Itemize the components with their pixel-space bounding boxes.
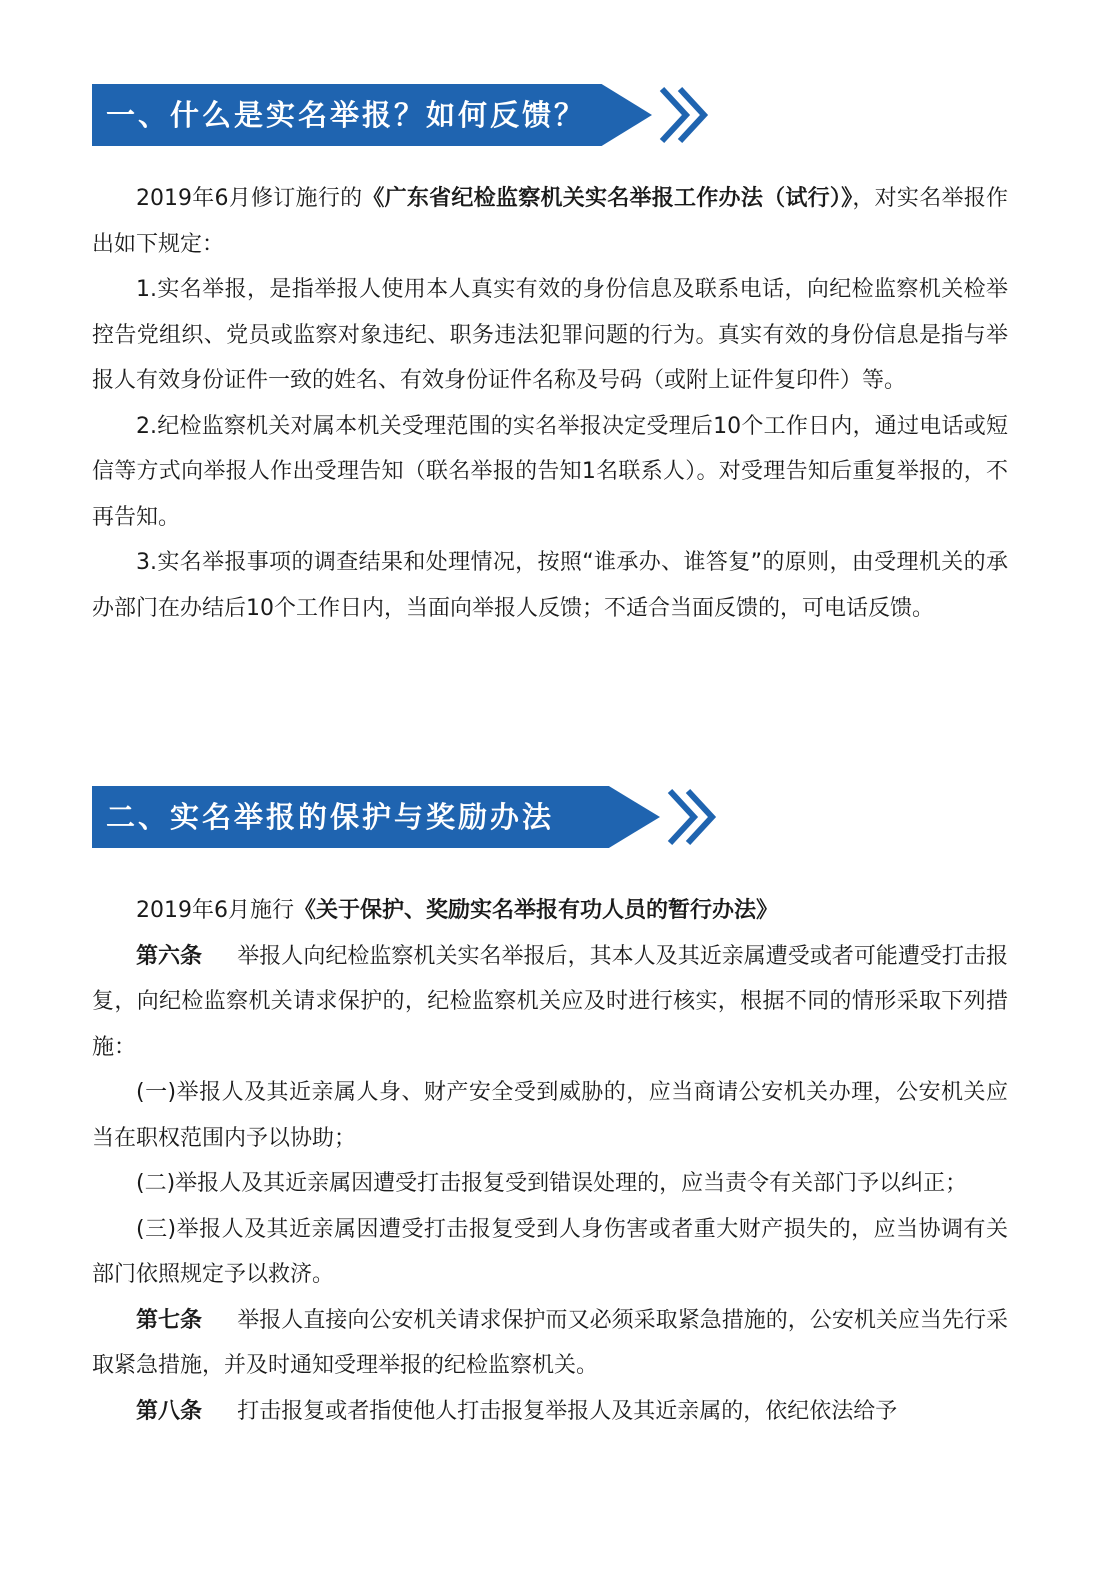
article-8 xyxy=(92,1389,1008,1435)
section1-intro xyxy=(92,176,1008,267)
regulation-title: 《关于保护、奖励实名举报有功人员的暂行办法》 xyxy=(294,898,779,923)
double-chevron-right-icon xyxy=(640,84,730,146)
article-label: 第八条 xyxy=(136,1398,203,1424)
article-7 xyxy=(92,1298,1008,1389)
article-text: 打击报复或者指使他人打击报复举报人及其近亲属的，依纪依法给予 xyxy=(237,1398,898,1424)
intro-prefix: 2019年6月施行 xyxy=(136,898,294,923)
measure-item: (二)举报人及其近亲属因遭受打击报复受到错误处理的，应当责令有关部门予以纠正； xyxy=(136,1171,968,1196)
measure-item: (一)举报人及其近亲属人身、财产安全受到威胁的，应当商请公安机关办理，公安机关应当在职权范围内予以协助； xyxy=(92,1080,1008,1151)
section1-title: 一、什么是实名举报？如何反馈？ xyxy=(106,98,587,132)
rule-item: 2.纪检监察机关对属本机关受理范围的实名举报决定受理后10个工作日内，通过电话或短信等方式向举报人作出受理告知（联名举报的告知1名联系人）。对受理告知后重复举报的，不再告知。 xyxy=(92,413,1008,530)
article-label: 第七条 xyxy=(136,1307,203,1333)
article-label: 第六条 xyxy=(136,943,203,969)
article-text: 举报人向纪检监察机关实名举报后，其本人及其近亲属遭受或者可能遭受打击报复，向纪检监察机关请求保护的，纪检监察机关应及时进行核实，根据不同的情形采取下列措施： xyxy=(92,943,1008,1060)
regulation-title: 《广东省纪检监察机关实名举报工作办法（试行）》 xyxy=(362,186,853,211)
intro-suffix: ，对实名举报作出如下规定： xyxy=(92,186,1008,257)
intro-prefix: 2019年6月修订施行的 xyxy=(136,186,363,211)
section2-title: 二、实名举报的保护与奖励办法 xyxy=(106,800,555,834)
article-text: 举报人直接向公安机关请求保护而又必须采取紧急措施的，公安机关应当先行采取紧急措施，并及时通知受理举报的纪检监察机关。 xyxy=(92,1307,1008,1378)
article-6 xyxy=(92,934,1008,1071)
section1-body xyxy=(92,176,1008,631)
section2-intro xyxy=(92,888,1008,934)
rule-item: 3.实名举报事项的调查结果和处理情况，按照“谁承办、谁答复”的原则，由受理机关的承办部门在办结后10个工作日内，当面向举报人反馈；不适合当面反馈的，可电话反馈。 xyxy=(92,550,1008,621)
double-chevron-right-icon xyxy=(648,786,738,848)
section2-body xyxy=(92,888,1008,1434)
rule-item: 1.实名举报，是指举报人使用本人真实有效的身份信息及联系电话，向纪检监察机关检举控告党组织、党员或监察对象违纪、职务违法犯罪问题的行为。真实有效的身份信息是指与举报人有效身份证件一致的姓名、有效身份证件名称及号码（或附上证件复印件）等。 xyxy=(92,277,1008,393)
measure-item: (三)举报人及其近亲属因遭受打击报复受到人身伤害或者重大财产损失的，应当协调有关部门依照规定予以救济。 xyxy=(92,1216,1008,1287)
